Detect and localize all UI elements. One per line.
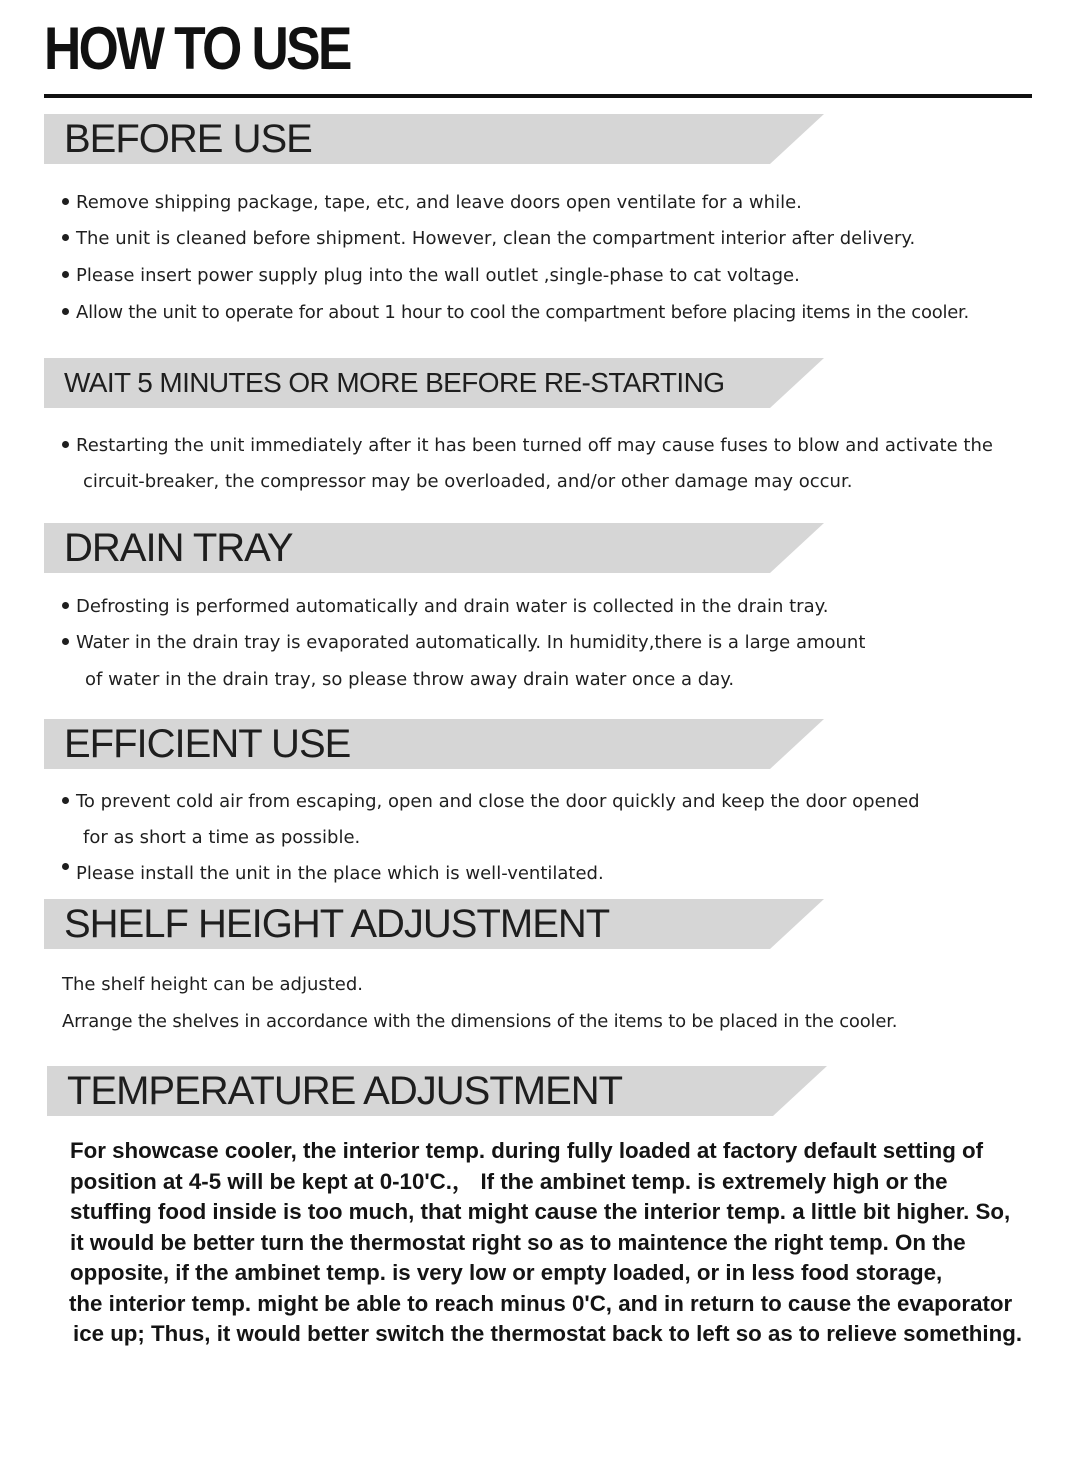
section-title: EFFICIENT USE (64, 722, 351, 766)
section-header-drain-tray (44, 523, 824, 573)
paragraph-line: ice up; Thus, it would better switch the thermostat back to left so as to relieve something. (73, 1321, 1023, 1346)
section-title: WAIT 5 MINUTES OR MORE BEFORE RE-STARTING (64, 367, 725, 398)
bullet-icon (62, 441, 69, 448)
paragraph-line: the interior temp. might be able to reach minus 0'C, and in return to cause the evaporator (69, 1290, 1013, 1316)
page-title: HOW TO USE (44, 15, 350, 82)
list-item-continuation: of water in the drain tray, so please throw away drain water once a day. (85, 669, 735, 690)
list-item-continuation: circuit-breaker, the compressor may be overloaded, and/or other damage may occur. (83, 471, 853, 492)
list-item: Please install the unit in the place which is well-ventilated. (62, 863, 604, 884)
bullet-icon (62, 863, 69, 870)
bullet-icon (62, 308, 69, 315)
paragraph-line: opposite, if the ambinet temp. is very low or empty loaded, or in less food storage, (70, 1260, 943, 1285)
list-item: To prevent cold air from escaping, open and close the door quickly and keep the door opened (62, 791, 920, 812)
title-divider (44, 94, 1032, 98)
section-header-efficient-use (44, 719, 824, 769)
section-header-shelf-height (44, 899, 824, 949)
paragraph-line: it would be better turn the thermostat right so as to maintence the right temp. On the (70, 1229, 966, 1255)
bullet-icon (62, 198, 69, 205)
section-header-before-use (44, 114, 824, 164)
paragraph-line: The shelf height can be adjusted. (62, 974, 364, 995)
section-header-wait (44, 358, 824, 408)
paragraph-line: stuffing food inside is too much, that might cause the interior temp. a little bit higher. So, (70, 1199, 1011, 1224)
list-item: Defrosting is performed automatically and drain water is collected in the drain tray. (62, 596, 828, 617)
list-item: Restarting the unit immediately after it has been turned off may cause fuses to blow and activate the (62, 435, 993, 456)
section-title: TEMPERATURE ADJUSTMENT (67, 1069, 623, 1113)
section-title: SHELF HEIGHT ADJUSTMENT (64, 902, 610, 946)
paragraph-line: position at 4-5 will be kept at 0-10'C.， If the ambinet temp. is extremely high or the (70, 1168, 948, 1194)
section-title: DRAIN TRAY (64, 526, 293, 570)
list-item: Please insert power supply plug into the wall outlet ,single-phase to cat voltage. (62, 265, 800, 286)
paragraph-line: For showcase cooler, the interior temp. during fully loaded at factory default setting of (70, 1138, 984, 1163)
bullet-icon (62, 602, 69, 609)
section-title: BEFORE USE (64, 117, 312, 161)
bullet-icon (62, 638, 69, 645)
section-header-temperature (47, 1066, 827, 1116)
list-item: The unit is cleaned before shipment. However, clean the compartment interior after delivery. (62, 228, 915, 249)
list-item: Water in the drain tray is evaporated automatically. In humidity,there is a large amount (62, 632, 865, 653)
list-item-continuation: for as short a time as possible. (83, 827, 361, 848)
list-item: Allow the unit to operate for about 1 hour to cool the compartment before placing items in the cooler. (62, 302, 969, 323)
paragraph-line: Arrange the shelves in accordance with the dimensions of the items to be placed in the cooler. (62, 1011, 898, 1032)
bullet-icon (62, 797, 69, 804)
bullet-icon (62, 234, 69, 241)
bullet-icon (62, 271, 69, 278)
list-item: Remove shipping package, tape, etc, and leave doors open ventilate for a while. (62, 192, 802, 213)
temperature-paragraph (70, 1136, 1030, 1350)
